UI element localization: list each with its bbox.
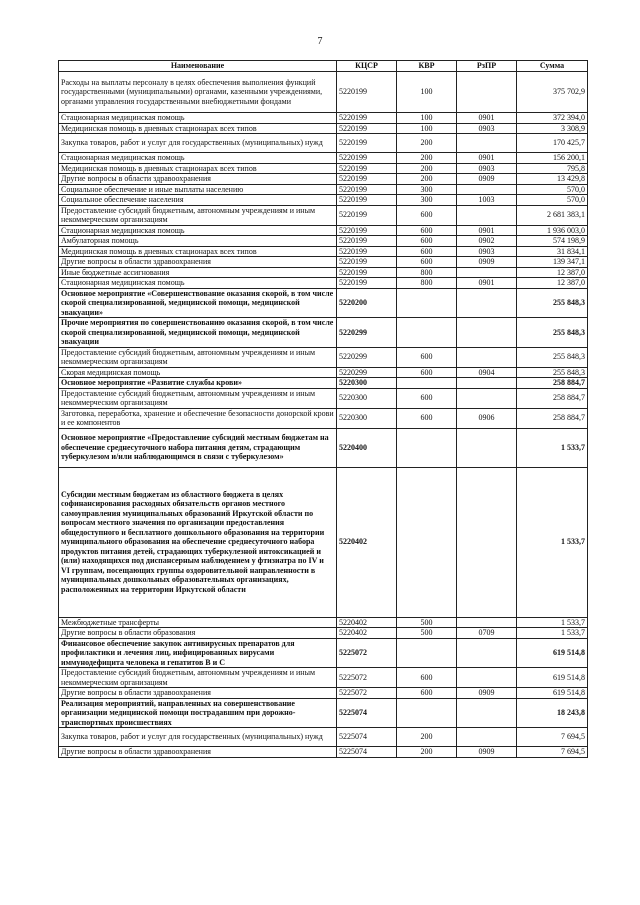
row-sum: 18 243,8 bbox=[517, 698, 588, 728]
row-sum: 3 308,9 bbox=[517, 123, 588, 134]
row-sum: 255 848,3 bbox=[517, 318, 588, 348]
row-sum: 255 848,3 bbox=[517, 367, 588, 378]
row-sum: 619 514,8 bbox=[517, 688, 588, 699]
table-row bbox=[59, 174, 588, 185]
row-name: Расходы на выплаты персоналу в целях обеспечения выполнения функций государственными (муниципальными) органами, казенными учреждениями, органами управления государственными внебюджетными фондами bbox=[59, 72, 337, 113]
row-rzpr: 0909 bbox=[457, 688, 517, 699]
row-kvr: 600 bbox=[397, 246, 457, 257]
row-rzpr: 0909 bbox=[457, 174, 517, 185]
row-name: Предоставление субсидий бюджетным, автономным учреждениям и иным некоммерческим организациям bbox=[59, 388, 337, 408]
row-sum: 375 702,9 bbox=[517, 72, 588, 113]
row-kvr bbox=[397, 288, 457, 318]
row-name: Другие вопросы в области образования bbox=[59, 628, 337, 639]
row-kvr: 200 bbox=[397, 174, 457, 185]
row-sum: 13 429,8 bbox=[517, 174, 588, 185]
row-kcsr: 5220199 bbox=[337, 174, 397, 185]
row-rzpr bbox=[457, 184, 517, 195]
row-name: Закупка товаров, работ и услуг для государственных (муниципальных) нужд bbox=[59, 728, 337, 747]
row-kvr: 500 bbox=[397, 617, 457, 628]
table-row bbox=[59, 134, 588, 153]
row-kcsr: 5220199 bbox=[337, 246, 397, 257]
header-kvr: КВР bbox=[397, 61, 457, 72]
row-kvr: 100 bbox=[397, 123, 457, 134]
row-name: Социальное обеспечение и иные выплаты населению bbox=[59, 184, 337, 195]
table-row bbox=[59, 347, 588, 367]
row-name: Медицинская помощь в дневных стационарах всех типов bbox=[59, 123, 337, 134]
row-kvr: 800 bbox=[397, 267, 457, 278]
row-kcsr: 5220199 bbox=[337, 225, 397, 236]
row-kcsr: 5220400 bbox=[337, 428, 397, 467]
row-rzpr: 0904 bbox=[457, 367, 517, 378]
row-sum: 258 884,7 bbox=[517, 408, 588, 428]
row-kcsr: 5225072 bbox=[337, 638, 397, 668]
row-rzpr bbox=[457, 267, 517, 278]
row-sum: 1 533,7 bbox=[517, 628, 588, 639]
row-rzpr bbox=[457, 467, 517, 617]
row-rzpr: 0903 bbox=[457, 123, 517, 134]
row-kcsr: 5220299 bbox=[337, 347, 397, 367]
row-kvr: 600 bbox=[397, 367, 457, 378]
table-row bbox=[59, 113, 588, 124]
table-row bbox=[59, 246, 588, 257]
table-row bbox=[59, 267, 588, 278]
row-name: Медицинская помощь в дневных стационарах всех типов bbox=[59, 163, 337, 174]
table-row bbox=[59, 467, 588, 617]
row-kcsr: 5220299 bbox=[337, 367, 397, 378]
row-rzpr bbox=[457, 318, 517, 348]
row-name: Стационарная медицинская помощь bbox=[59, 278, 337, 289]
row-kcsr: 5220199 bbox=[337, 153, 397, 164]
header-name: Наименование bbox=[59, 61, 337, 72]
row-kvr: 200 bbox=[397, 134, 457, 153]
row-kvr: 600 bbox=[397, 408, 457, 428]
row-kvr: 200 bbox=[397, 163, 457, 174]
row-sum: 570,0 bbox=[517, 195, 588, 206]
row-kvr: 100 bbox=[397, 113, 457, 124]
header-rzpr: РзПР bbox=[457, 61, 517, 72]
table-body bbox=[59, 72, 588, 758]
table-row bbox=[59, 688, 588, 699]
budget-table bbox=[58, 60, 588, 758]
row-name: Предоставление субсидий бюджетным, автономным учреждениям и иным некоммерческим организациям bbox=[59, 668, 337, 688]
row-kvr: 800 bbox=[397, 278, 457, 289]
row-rzpr: 0909 bbox=[457, 257, 517, 268]
row-rzpr: 0709 bbox=[457, 628, 517, 639]
row-sum: 156 200,1 bbox=[517, 153, 588, 164]
row-kcsr: 5220402 bbox=[337, 617, 397, 628]
row-kcsr: 5225074 bbox=[337, 728, 397, 747]
table-row bbox=[59, 236, 588, 247]
row-sum: 258 884,7 bbox=[517, 388, 588, 408]
table-header-row bbox=[59, 61, 588, 72]
row-sum: 255 848,3 bbox=[517, 288, 588, 318]
row-rzpr: 1003 bbox=[457, 195, 517, 206]
row-kvr: 600 bbox=[397, 225, 457, 236]
row-rzpr: 0909 bbox=[457, 747, 517, 758]
row-name: Стационарная медицинская помощь bbox=[59, 113, 337, 124]
row-rzpr: 0902 bbox=[457, 236, 517, 247]
table-row bbox=[59, 638, 588, 668]
row-sum: 31 834,1 bbox=[517, 246, 588, 257]
row-rzpr bbox=[457, 617, 517, 628]
row-rzpr: 0906 bbox=[457, 408, 517, 428]
row-rzpr: 0903 bbox=[457, 163, 517, 174]
row-rzpr: 0901 bbox=[457, 278, 517, 289]
table-row bbox=[59, 617, 588, 628]
row-sum: 258 884,7 bbox=[517, 378, 588, 389]
row-kvr: 500 bbox=[397, 628, 457, 639]
row-name: Основное мероприятие «Предоставление субсидий местным бюджетам на обеспечение среднесуточного набора питания детям, страдающим туберкулезом и/или наблюдающимся в связи с туберкулезом» bbox=[59, 428, 337, 467]
row-kvr: 300 bbox=[397, 184, 457, 195]
table-row bbox=[59, 728, 588, 747]
row-name: Амбулаторная помощь bbox=[59, 236, 337, 247]
row-sum: 1 936 003,0 bbox=[517, 225, 588, 236]
table-row bbox=[59, 698, 588, 728]
header-sum: Сумма bbox=[517, 61, 588, 72]
table-row bbox=[59, 318, 588, 348]
row-kcsr: 5220199 bbox=[337, 267, 397, 278]
row-kvr bbox=[397, 638, 457, 668]
table-row bbox=[59, 123, 588, 134]
row-name: Стационарная медицинская помощь bbox=[59, 153, 337, 164]
table-row bbox=[59, 205, 588, 225]
row-name: Основное мероприятие «Развитие службы крови» bbox=[59, 378, 337, 389]
row-kvr bbox=[397, 378, 457, 389]
row-rzpr: 0903 bbox=[457, 246, 517, 257]
row-kcsr: 5220300 bbox=[337, 408, 397, 428]
row-name: Предоставление субсидий бюджетным, автономным учреждениям и иным некоммерческим организациям bbox=[59, 347, 337, 367]
row-name: Другие вопросы в области здравоохранения bbox=[59, 174, 337, 185]
row-kcsr: 5220199 bbox=[337, 257, 397, 268]
row-name: Иные бюджетные ассигнования bbox=[59, 267, 337, 278]
row-kcsr: 5220402 bbox=[337, 467, 397, 617]
row-rzpr bbox=[457, 638, 517, 668]
table-row bbox=[59, 388, 588, 408]
table-row bbox=[59, 288, 588, 318]
row-name: Заготовка, переработка, хранение и обеспечение безопасности донорской крови и ее компонентов bbox=[59, 408, 337, 428]
row-name: Финансовое обеспечение закупок антивирусных препаратов для профилактики и лечения лиц, инфицированных вирусами иммунодефицита человека и гепатитов В и С bbox=[59, 638, 337, 668]
row-sum: 2 681 383,1 bbox=[517, 205, 588, 225]
row-rzpr bbox=[457, 668, 517, 688]
row-name: Медицинская помощь в дневных стационарах всех типов bbox=[59, 246, 337, 257]
row-kcsr: 5225072 bbox=[337, 668, 397, 688]
row-name: Другие вопросы в области здравоохранения bbox=[59, 747, 337, 758]
row-name: Прочие мероприятия по совершенствованию оказания скорой, в том числе скорой специализированной, медицинской помощи, медицинской эвакуации bbox=[59, 318, 337, 348]
row-rzpr bbox=[457, 698, 517, 728]
table-row bbox=[59, 367, 588, 378]
row-rzpr bbox=[457, 347, 517, 367]
row-kcsr: 5220200 bbox=[337, 288, 397, 318]
row-kcsr: 5225074 bbox=[337, 747, 397, 758]
header-kcsr: КЦСР bbox=[337, 61, 397, 72]
row-name: Межбюджетные трансферты bbox=[59, 617, 337, 628]
table-row bbox=[59, 195, 588, 206]
row-kcsr: 5220300 bbox=[337, 388, 397, 408]
row-sum: 1 533,7 bbox=[517, 428, 588, 467]
row-kcsr: 5220199 bbox=[337, 195, 397, 206]
row-kvr: 300 bbox=[397, 195, 457, 206]
row-kcsr: 5220199 bbox=[337, 163, 397, 174]
row-sum: 255 848,3 bbox=[517, 347, 588, 367]
row-kvr: 200 bbox=[397, 728, 457, 747]
row-name: Другие вопросы в области здравоохранения bbox=[59, 688, 337, 699]
row-sum: 619 514,8 bbox=[517, 668, 588, 688]
row-kvr: 600 bbox=[397, 257, 457, 268]
row-kvr: 600 bbox=[397, 388, 457, 408]
table-row bbox=[59, 628, 588, 639]
row-name: Скорая медицинская помощь bbox=[59, 367, 337, 378]
row-name: Субсидии местным бюджетам из областного бюджета в целях софинансирования расходных обязательств органов местного самоуправления муниципальных образований Иркутской области по вопросам местного значения по организации предоставления общедоступного и бесплатного дошкольного образования на территории муниципального образования на обеспечение среднесуточного набора продуктов питания детей, страдающих туберкулезной интоксикацией и (или) находящихся под диспансерным наблюдением у фтизиатра по IV и VI группам, посещающих группы оздоровительной направленности в муниципальных дошкольных образовательных организациях, расположенных на территории Иркутской области bbox=[59, 467, 337, 617]
row-kcsr: 5220199 bbox=[337, 205, 397, 225]
row-sum: 7 694,5 bbox=[517, 728, 588, 747]
row-kcsr: 5225074 bbox=[337, 698, 397, 728]
row-rzpr bbox=[457, 134, 517, 153]
row-kcsr: 5220199 bbox=[337, 113, 397, 124]
row-sum: 574 198,9 bbox=[517, 236, 588, 247]
row-kcsr: 5220199 bbox=[337, 134, 397, 153]
row-sum: 12 387,0 bbox=[517, 267, 588, 278]
row-sum: 570,0 bbox=[517, 184, 588, 195]
row-kcsr: 5220300 bbox=[337, 378, 397, 389]
row-rzpr bbox=[457, 205, 517, 225]
table-row bbox=[59, 408, 588, 428]
row-kvr: 100 bbox=[397, 72, 457, 113]
row-name: Предоставление субсидий бюджетным, автономным учреждениям и иным некоммерческим организациям bbox=[59, 205, 337, 225]
row-kvr: 600 bbox=[397, 205, 457, 225]
row-sum: 795,8 bbox=[517, 163, 588, 174]
row-name: Стационарная медицинская помощь bbox=[59, 225, 337, 236]
row-sum: 1 533,7 bbox=[517, 467, 588, 617]
page-number: 7 bbox=[317, 36, 323, 47]
row-sum: 170 425,7 bbox=[517, 134, 588, 153]
row-kvr: 600 bbox=[397, 688, 457, 699]
row-kvr: 200 bbox=[397, 153, 457, 164]
row-kvr: 600 bbox=[397, 668, 457, 688]
row-sum: 7 694,5 bbox=[517, 747, 588, 758]
table-row bbox=[59, 747, 588, 758]
row-sum: 372 394,0 bbox=[517, 113, 588, 124]
row-rzpr bbox=[457, 728, 517, 747]
table-row bbox=[59, 225, 588, 236]
row-kvr bbox=[397, 467, 457, 617]
row-kvr: 600 bbox=[397, 236, 457, 247]
row-kvr bbox=[397, 318, 457, 348]
row-kcsr: 5220199 bbox=[337, 278, 397, 289]
row-name: Основное мероприятие «Совершенствование оказания скорой, в том числе скорой специализированной, медицинской помощи, медицинской эвакуации» bbox=[59, 288, 337, 318]
table-row bbox=[59, 428, 588, 467]
row-sum: 12 387,0 bbox=[517, 278, 588, 289]
row-kvr: 600 bbox=[397, 347, 457, 367]
row-name: Социальное обеспечение населения bbox=[59, 195, 337, 206]
row-sum: 1 533,7 bbox=[517, 617, 588, 628]
row-rzpr bbox=[457, 378, 517, 389]
table-row bbox=[59, 257, 588, 268]
row-name: Закупка товаров, работ и услуг для государственных (муниципальных) нужд bbox=[59, 134, 337, 153]
row-kcsr: 5220199 bbox=[337, 72, 397, 113]
row-rzpr bbox=[457, 428, 517, 467]
table-row bbox=[59, 184, 588, 195]
row-name: Реализация мероприятий, направленных на совершенствование организации медицинской помощи пострадавшим при дорожно-транспортных происшествиях bbox=[59, 698, 337, 728]
row-rzpr: 0901 bbox=[457, 113, 517, 124]
row-kcsr: 5220199 bbox=[337, 236, 397, 247]
row-kvr bbox=[397, 428, 457, 467]
row-kvr bbox=[397, 698, 457, 728]
table-row bbox=[59, 72, 588, 113]
table-row bbox=[59, 163, 588, 174]
row-kcsr: 5220299 bbox=[337, 318, 397, 348]
table-row bbox=[59, 668, 588, 688]
row-rzpr bbox=[457, 288, 517, 318]
table-row bbox=[59, 378, 588, 389]
row-rzpr: 0901 bbox=[457, 225, 517, 236]
row-rzpr bbox=[457, 388, 517, 408]
row-kcsr: 5220402 bbox=[337, 628, 397, 639]
row-name: Другие вопросы в области здравоохранения bbox=[59, 257, 337, 268]
table-row bbox=[59, 153, 588, 164]
table-row bbox=[59, 278, 588, 289]
row-sum: 139 347,1 bbox=[517, 257, 588, 268]
row-rzpr: 0901 bbox=[457, 153, 517, 164]
row-kvr: 200 bbox=[397, 747, 457, 758]
row-kcsr: 5220199 bbox=[337, 123, 397, 134]
row-sum: 619 514,8 bbox=[517, 638, 588, 668]
row-kcsr: 5220199 bbox=[337, 184, 397, 195]
row-rzpr bbox=[457, 72, 517, 113]
row-kcsr: 5225072 bbox=[337, 688, 397, 699]
